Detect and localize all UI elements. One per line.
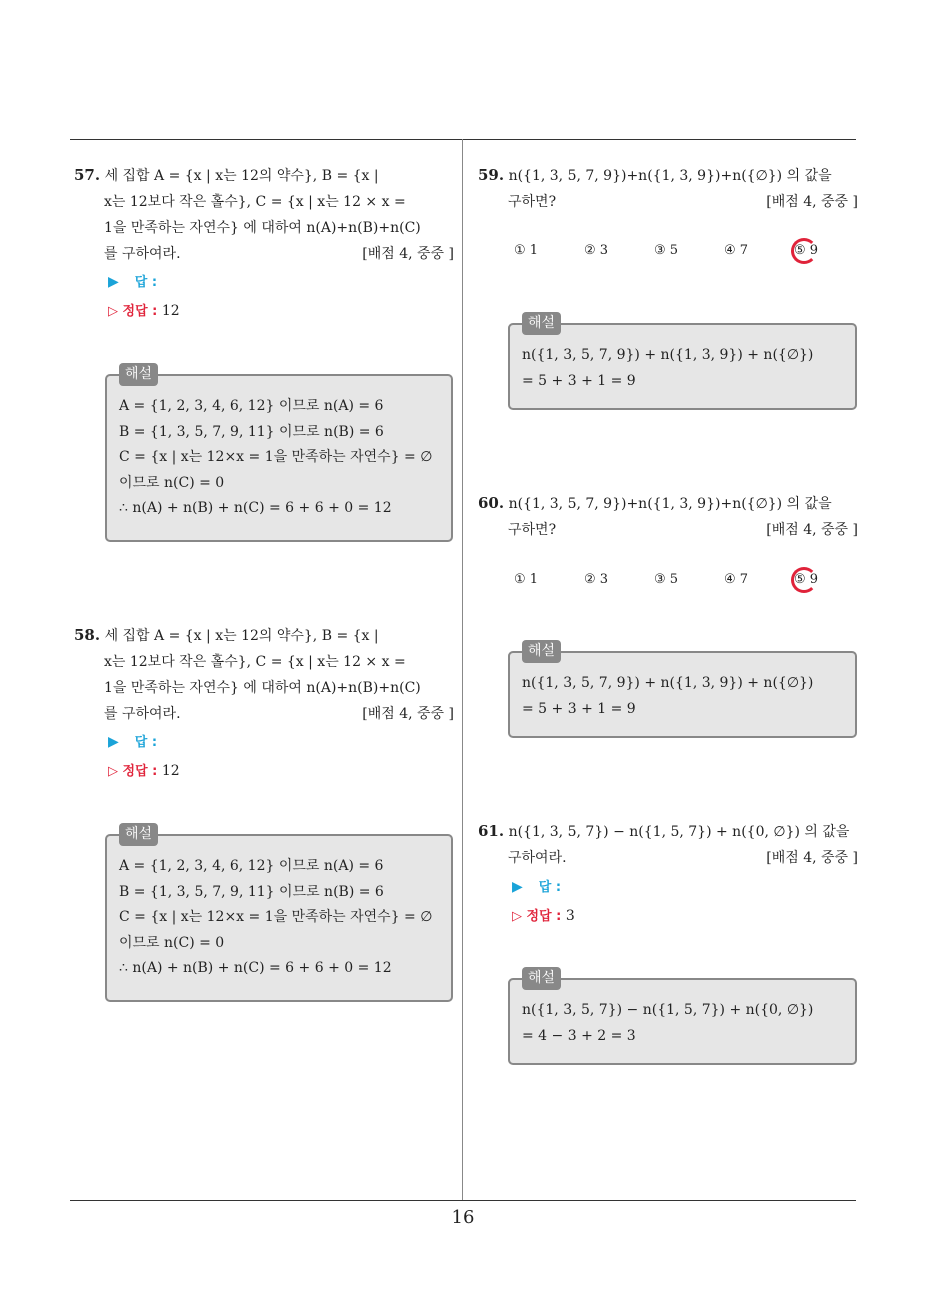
triangle-right-outline-icon: ▷ (108, 764, 123, 779)
answer-line (512, 873, 575, 902)
solution-line: 이므로 n(C) = 0 (119, 474, 225, 491)
choice-2[interactable]: ② 3 (584, 572, 609, 587)
problem-57-line-2: x는 12보다 작은 홀수}, C = {x | x는 12 × x = (104, 194, 406, 210)
problem-57-line-1: 57. 세 집합 A = {x | x는 12의 약수}, B = {x | (74, 166, 379, 184)
problem-61-line-2: 구하여라. [배점 4, 중중 ] (478, 845, 858, 871)
problem-60 (478, 490, 858, 543)
score-label: [배점 4, 중중 ] (362, 246, 454, 262)
solution-tag: 해설 (119, 823, 158, 846)
solution-box-57 (105, 366, 453, 542)
problem-58-line-2: x는 12보다 작은 홀수}, C = {x | x는 12 × x = (104, 654, 406, 670)
problem-number: 59. (478, 166, 505, 184)
triangle-right-filled-icon: ▶ (512, 879, 523, 895)
solution-line: n({1, 3, 5, 7, 9}) + n({1, 3, 9}) + n({∅}) (522, 675, 814, 691)
problem-57 (74, 162, 454, 267)
red-circle-icon (791, 238, 817, 264)
choice-3[interactable]: ③ 5 (654, 243, 679, 258)
solution-line: = 4 − 3 + 2 = 3 (522, 1027, 636, 1044)
choice-5-selected[interactable]: ⑤ 9 (794, 572, 864, 587)
solution-line: 이므로 n(C) = 0 (119, 934, 225, 951)
correct-value: 12 (161, 763, 180, 779)
choice-1[interactable]: ① 1 (514, 243, 539, 258)
choice-4[interactable]: ④ 7 (724, 243, 749, 258)
problem-58-line-4: 를 구하여라. [배점 4, 중중 ] (74, 701, 454, 727)
problem-61 (478, 818, 858, 871)
bottom-rule (70, 1200, 856, 1201)
choices-60 (514, 572, 864, 587)
triangle-right-filled-icon: ▶ (108, 274, 119, 290)
solution-line: A = {1, 2, 3, 4, 6, 12} 이므로 n(A) = 6 (119, 858, 384, 874)
solution-line: C = {x | x는 12×x = 1을 만족하는 자연수} = ∅ (119, 909, 433, 925)
score-label: [배점 4, 중중 ] (766, 522, 858, 538)
answer-line (108, 268, 180, 297)
solution-line: A = {1, 2, 3, 4, 6, 12} 이므로 n(A) = 6 (119, 398, 384, 414)
solution-line: B = {1, 3, 5, 7, 9, 11} 이므로 n(B) = 6 (119, 883, 384, 900)
solution-tag: 해설 (119, 363, 158, 386)
correct-label: 정답 : (526, 909, 562, 924)
answer-58 (108, 728, 180, 786)
page-number: 16 (451, 1207, 475, 1228)
problem-57-line-3: 1을 만족하는 자연수} 에 대하여 n(A)+n(B)+n(C) (104, 220, 421, 236)
solution-line: B = {1, 3, 5, 7, 9, 11} 이므로 n(B) = 6 (119, 423, 384, 440)
score-label: [배점 4, 중중 ] (766, 850, 858, 866)
solution-box-60 (508, 643, 857, 738)
choice-5-selected[interactable]: ⑤ 9 (794, 243, 864, 258)
answer-line (108, 728, 180, 757)
choices-59 (514, 243, 864, 258)
solution-tag: 해설 (522, 967, 561, 990)
problem-58 (74, 622, 454, 727)
score-label: [배점 4, 중중 ] (766, 194, 858, 210)
answer-label: 답 : (538, 880, 562, 895)
triangle-right-outline-icon: ▷ (108, 304, 123, 319)
top-rule (70, 139, 856, 140)
correct-label: 정답 : (122, 764, 158, 779)
solution-line: ∴ n(A) + n(B) + n(C) = 6 + 6 + 0 = 12 (119, 960, 392, 976)
problem-57-line-4: 를 구하여라. [배점 4, 중중 ] (74, 241, 454, 267)
choice-3[interactable]: ③ 5 (654, 572, 679, 587)
correct-value: 12 (161, 303, 180, 319)
solution-line: = 5 + 3 + 1 = 9 (522, 372, 636, 389)
problem-60-line-1: 60. n({1, 3, 5, 7, 9})+n({1, 3, 9})+n({∅}) 의 값을 (478, 494, 832, 512)
solution-line: C = {x | x는 12×x = 1을 만족하는 자연수} = ∅ (119, 449, 433, 465)
choice-1[interactable]: ① 1 (514, 572, 539, 587)
correct-line (512, 902, 575, 931)
problem-59-line-2: 구하면? [배점 4, 중중 ] (478, 189, 858, 215)
answer-label: 답 : (134, 275, 158, 290)
problem-number: 58. (74, 626, 101, 644)
correct-line (108, 757, 180, 786)
correct-value: 3 (565, 908, 575, 924)
problem-61-line-1: 61. n({1, 3, 5, 7}) − n({1, 5, 7}) + n({0, ∅}) 의 값을 (478, 822, 850, 840)
red-circle-icon (791, 567, 817, 593)
solution-box-58 (105, 826, 453, 1002)
triangle-right-filled-icon: ▶ (108, 734, 119, 750)
solution-tag: 해설 (522, 640, 561, 663)
problem-58-line-1: 58. 세 집합 A = {x | x는 12의 약수}, B = {x | (74, 626, 379, 644)
choice-4[interactable]: ④ 7 (724, 572, 749, 587)
solution-line: ∴ n(A) + n(B) + n(C) = 6 + 6 + 0 = 12 (119, 500, 392, 516)
problem-58-line-3: 1을 만족하는 자연수} 에 대하여 n(A)+n(B)+n(C) (104, 680, 421, 696)
problem-59-line-1: 59. n({1, 3, 5, 7, 9})+n({1, 3, 9})+n({∅}) 의 값을 (478, 166, 832, 184)
solution-line: n({1, 3, 5, 7}) − n({1, 5, 7}) + n({0, ∅}) (522, 1002, 814, 1018)
problem-number: 60. (478, 494, 505, 512)
solution-box-59 (508, 315, 857, 410)
correct-label: 정답 : (122, 304, 158, 319)
solution-line: n({1, 3, 5, 7, 9}) + n({1, 3, 9}) + n({∅}) (522, 347, 814, 363)
problem-60-line-2: 구하면? [배점 4, 중중 ] (478, 517, 858, 543)
solution-line: = 5 + 3 + 1 = 9 (522, 700, 636, 717)
problem-number: 57. (74, 166, 101, 184)
triangle-right-outline-icon: ▷ (512, 909, 527, 924)
correct-line (108, 297, 180, 326)
answer-61 (512, 873, 575, 931)
choice-2[interactable]: ② 3 (584, 243, 609, 258)
problem-59 (478, 162, 858, 215)
answer-57 (108, 268, 180, 326)
problem-number: 61. (478, 822, 505, 840)
score-label: [배점 4, 중중 ] (362, 706, 454, 722)
answer-label: 답 : (134, 735, 158, 750)
column-divider (462, 139, 463, 1201)
solution-tag: 해설 (522, 312, 561, 335)
solution-box-61 (508, 970, 857, 1065)
